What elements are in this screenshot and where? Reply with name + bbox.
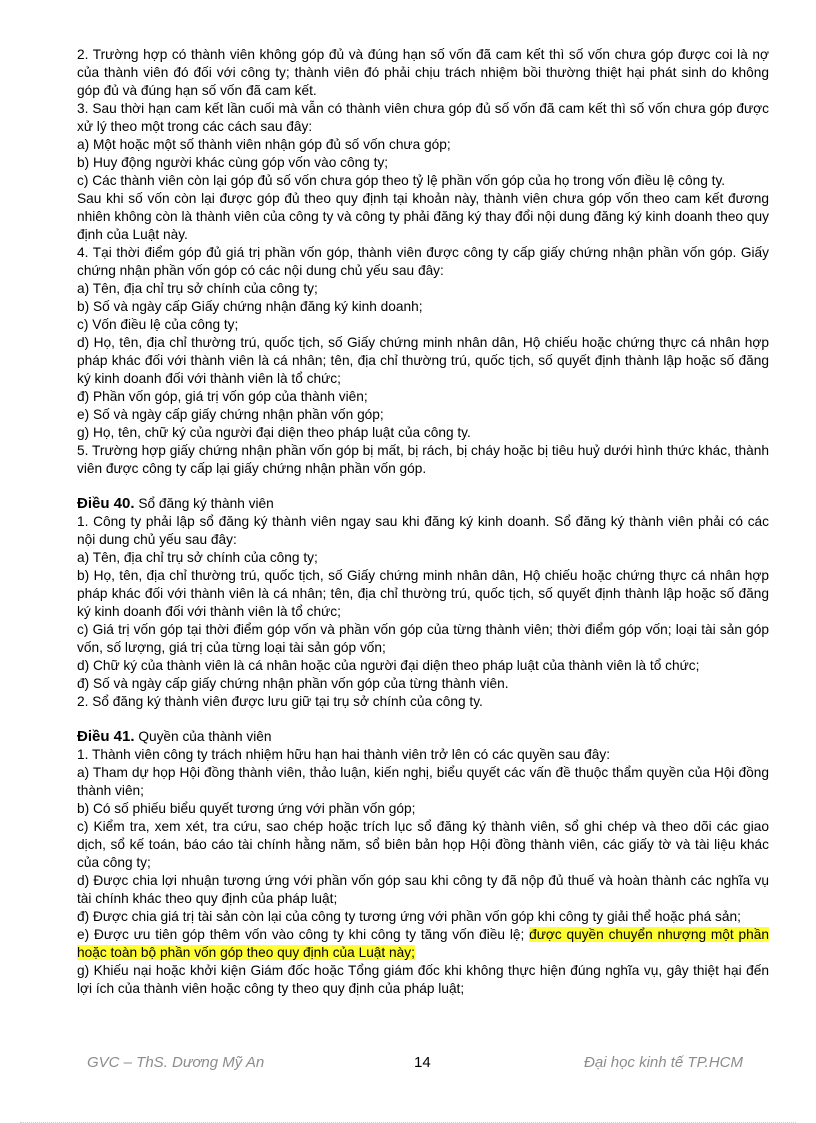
paragraph: g) Họ, tên, chữ ký của người đại diện theo pháp luật của công ty. — [77, 425, 471, 440]
paragraph: c) Vốn điều lệ của công ty; — [77, 317, 239, 332]
paragraph: 1. Công ty phải lập sổ đăng ký thành viên ngay sau khi đăng ký kinh doanh. Sổ đăng ký thành viên phải có các nội dung chủ yếu sau đây: — [77, 514, 769, 547]
paragraph: b) Có số phiếu biểu quyết tương ứng với phần vốn góp; — [77, 801, 416, 816]
paragraph: Sau khi số vốn còn lại được góp đủ theo quy định tại khoản này, thành viên chưa góp vốn theo cam kết đương nhiên không còn là thành viên của công ty và công ty phải đăng ký thay đổi nội dung đăng ký kinh doanh theo quy định của Luật này. — [77, 191, 769, 242]
article-heading — [77, 495, 769, 513]
article-title: Quyền của thành viên — [134, 729, 272, 744]
item-e-text: e) Được ưu tiên góp thêm vốn vào công ty khi công ty tăng vốn điều lệ; — [77, 927, 530, 942]
paragraph: c) Các thành viên còn lại góp đủ số vốn chưa góp theo tỷ lệ phần vốn góp của họ trong vốn điều lệ công ty. — [77, 173, 726, 188]
paragraph-item-e — [77, 926, 769, 962]
paragraph: đ) Được chia giá trị tài sản còn lại của công ty tương ứng với phần vốn góp khi công ty giải thể hoặc phá sản; — [77, 909, 741, 924]
section-spacer — [77, 478, 769, 495]
top-section — [77, 46, 769, 478]
paragraph: a) Tên, địa chỉ trụ sở chính của công ty; — [77, 550, 318, 565]
paragraph: b) Huy động người khác cùng góp vốn vào công ty; — [77, 155, 389, 170]
paragraph: c) Kiểm tra, xem xét, tra cứu, sao chép hoặc trích lục sổ đăng ký thành viên, sổ ghi chép và theo dõi các giao dịch, sổ kế toán, báo cáo tài chính hằng năm, sổ biên bản họp Hội đồng thành viên, các giấy tờ và tài liệu khác của công ty; — [77, 819, 769, 870]
article-40 — [77, 495, 769, 711]
article-heading — [77, 728, 769, 746]
paragraph: b) Họ, tên, địa chỉ thường trú, quốc tịch, số Giấy chứng minh nhân dân, Hộ chiếu hoặc chứng thực cá nhân hợp pháp khác đối với thành viên là cá nhân; tên, địa chỉ thường trú, quốc tịch, số quyết định thành lập hoặc số đăng ký kinh doanh đối với thành viên là tổ chức; — [77, 568, 769, 619]
paragraph: d) Chữ ký của thành viên là cá nhân hoặc của người đại diện theo pháp luật của thành viên là tổ chức; — [77, 658, 700, 673]
footer-institution: Đại học kinh tế TP.HCM — [584, 1054, 743, 1071]
article-title: Sổ đăng ký thành viên — [134, 496, 274, 511]
paragraph: a) Tham dự họp Hội đồng thành viên, thảo luận, kiến nghị, biểu quyết các vấn đề thuộc thẩm quyền của Hội đồng thành viên; — [77, 765, 769, 798]
document-body — [77, 46, 769, 998]
paragraph: c) Giá trị vốn góp tại thời điểm góp vốn và phần vốn góp của từng thành viên; thời điểm góp vốn; loại tài sản góp vốn, số lượng, giá trị của từng loại tài sản góp vốn; — [77, 622, 769, 655]
paragraph: a) Một hoặc một số thành viên nhận góp đủ số vốn chưa góp; — [77, 137, 451, 152]
article-number: Điều 40. — [77, 495, 135, 512]
article-41 — [77, 728, 769, 998]
paragraph: đ) Phần vốn góp, giá trị vốn góp của thành viên; — [77, 389, 368, 404]
paragraph: a) Tên, địa chỉ trụ sở chính của công ty; — [77, 281, 318, 296]
paragraph: 1. Thành viên công ty trách nhiệm hữu hạn hai thành viên trở lên có các quyền sau đây: — [77, 747, 611, 762]
highlighted-text: được quyền chuyển nhượng một phần hoặc toàn bộ phần vốn góp theo quy định của Luật này; — [77, 927, 769, 960]
paragraph: 3. Sau thời hạn cam kết lần cuối mà vẫn có thành viên chưa góp đủ số vốn đã cam kết thì số vốn chưa góp được xử lý theo một trong các cách sau đây: — [77, 101, 769, 134]
page-number: 14 — [414, 1054, 431, 1071]
article-number: Điều 41. — [77, 728, 135, 745]
paragraph: d) Được chia lợi nhuận tương ứng với phần vốn góp sau khi công ty đã nộp đủ thuế và hoàn thành các nghĩa vụ tài chính khác theo quy định của pháp luật; — [77, 873, 769, 906]
paragraph: 2. Sổ đăng ký thành viên được lưu giữ tại trụ sở chính của công ty. — [77, 694, 483, 709]
paragraph: đ) Số và ngày cấp giấy chứng nhận phần vốn góp của từng thành viên. — [77, 676, 509, 691]
paragraph: b) Số và ngày cấp Giấy chứng nhận đăng ký kinh doanh; — [77, 299, 423, 314]
paragraph: 5. Trường hợp giấy chứng nhận phần vốn góp bị mất, bị rách, bị cháy hoặc bị tiêu huỷ dưới hình thức khác, thành viên được công ty cấp lại giấy chứng nhận phần vốn góp. — [77, 443, 769, 476]
paragraph: e) Số và ngày cấp giấy chứng nhận phần vốn góp; — [77, 407, 384, 422]
paragraph: d) Họ, tên, địa chỉ thường trú, quốc tịch, số Giấy chứng minh nhân dân, Hộ chiếu hoặc chứng thực cá nhân hợp pháp khác đối với thành viên là cá nhân; tên, địa chỉ thường trú, quốc tịch, số quyết định thành lập hoặc số đăng ký kinh doanh đối với thành viên là tổ chức; — [77, 335, 769, 386]
page-footer — [87, 1054, 743, 1074]
paragraph: g) Khiếu nại hoặc khởi kiện Giám đốc hoặc Tổng giám đốc khi không thực hiện đúng nghĩa vụ, gây thiệt hại đến lợi ích của thành viên hoặc công ty theo quy định của pháp luật; — [77, 963, 769, 996]
paragraph: 2. Trường hợp có thành viên không góp đủ và đúng hạn số vốn đã cam kết thì số vốn chưa góp được coi là nợ của thành viên đó đối với công ty; thành viên đó phải chịu trách nhiệm bồi thường thiệt hại phát sinh do không góp đủ và đúng hạn số vốn đã cam kết. — [77, 47, 769, 98]
footer-author: GVC – ThS. Dương Mỹ An — [87, 1054, 265, 1071]
paragraph: 4. Tại thời điểm góp đủ giá trị phần vốn góp, thành viên được công ty cấp giấy chứng nhận phần vốn góp. Giấy chứng nhận phần vốn góp có các nội dung chủ yếu sau đây: — [77, 245, 769, 278]
section-spacer — [77, 711, 769, 728]
